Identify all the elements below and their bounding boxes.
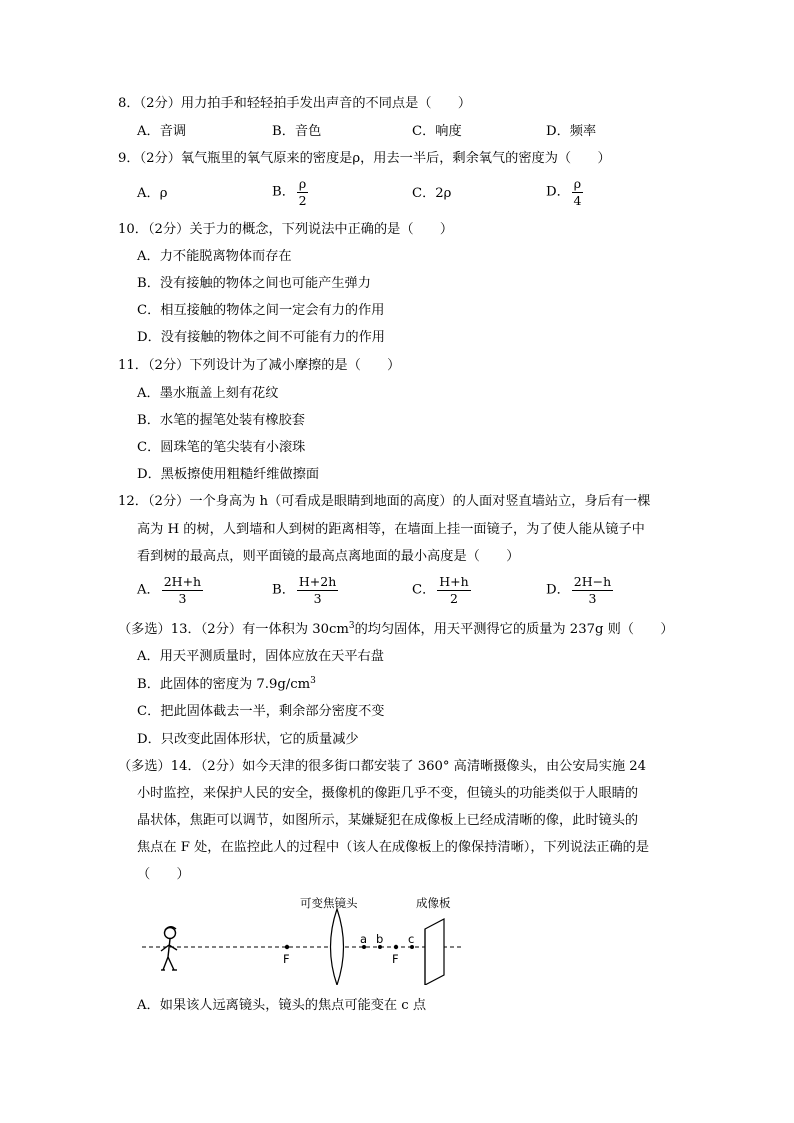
q9-option-a: A．ρ [137,186,168,201]
q12-option-b: B． $\frac{H+2h}{3}$ [272,574,337,606]
fraction-numerator: H+h [439,574,469,589]
q9-stem: 9．（2分）氧气瓶里的氧气原来的密度是ρ，用去一半后，剩余氧气的密度为（ ） [118,151,611,166]
fraction-denominator: 3 [588,591,597,606]
q12-option-c: C． $\frac{H+h}{2}$ [412,574,469,606]
lens-label: 可变焦镜头 [300,896,358,910]
fraction-denominator: 4 [573,193,582,208]
fraction-denominator: 3 [313,591,322,606]
q8-stem: 8．（2分）用力拍手和轻轻拍手发出声音的不同点是（ ） [118,96,472,111]
fraction-numerator: ρ [573,176,582,191]
q11-option-b: B．水笔的握笔处装有橡胶套 [137,413,305,428]
q14-line-2: 小时监控，来保护人民的安全，摄像机的像距几乎不变，但镜头的功能类似于人眼睛的 [137,786,639,801]
q11-stem: 11．（2分）下列设计为了减小摩擦的是（ ） [118,358,401,373]
q14-line-1: （多选）14．（2分）如今天津的很多街口都安装了 360° 高清晰摄像头，由公安局实施 24 [118,759,647,774]
q8-option-d: D．频率 [546,124,597,139]
fraction-numerator: 2H+h [163,574,202,589]
q9-option-b-fraction [297,176,308,209]
fraction-numerator: ρ [298,176,307,191]
q13-option-d: D．只改变此固体形状，它的质量减少 [137,732,359,747]
point-a-label: a [360,932,368,946]
fraction-denominator: 2 [298,193,307,208]
q10-option-c: C．相互接触的物体之间一定会有力的作用 [137,303,385,318]
focal-label-right: F [392,952,399,966]
screen-label: 成像板 [416,896,451,910]
q14-line-4: 焦点在 F 处，在监控此人的过程中（该人在成像板上的像保持清晰），下列说法正确的是 [137,840,650,855]
person-icon [161,927,177,970]
q14-line-5: （ ） [137,867,190,882]
convex-lens [331,909,344,985]
focal-label-left: F [283,952,290,966]
q11-option-c: C．圆珠笔的笔尖装有小滚珠 [137,440,306,455]
fraction-numerator: 2H−h [573,574,612,589]
q12-line-2: 高为 H 的树，人到墙和人到树的距离相等，在墙面上挂一面镜子，为了使人能从镜子中 [137,522,645,537]
q14-line-3: 晶状体，焦距可以调节，如图所示，某嫌疑犯在成像板上已经成清晰的像，此时镜头的 [137,813,639,828]
imaging-screen [425,919,444,985]
q8-option-b: B．音色 [272,124,322,139]
q8-option-a: A．音调 [137,124,187,139]
q11-option-d: D．黑板擦使用粗糙纤维做擦面 [137,467,320,482]
q9-option-c: C．2ρ [412,186,452,201]
point-b-label: b [376,932,384,946]
q9-option-d-fraction [572,176,583,209]
point-c-label: c [408,932,415,946]
q13-option-a: A．用天平测质量时，固体应放在天平右盘 [137,649,384,664]
q14-option-a: A．如果该人远离镜头，镜头的焦点可能变在 c 点 [137,998,427,1013]
fraction-denominator: 3 [178,591,187,606]
focal-point-left [285,945,289,949]
focal-point-right [394,945,398,949]
fraction-denominator: 2 [450,591,458,606]
q12-option-a: A． $\frac{2H+h}{3}$ [137,574,202,606]
q10-stem: 10．（2分）关于力的概念，下列说法中正确的是（ ） [118,222,454,237]
q10-option-d: D．没有接触的物体之间不可能有力的作用 [137,330,385,345]
q11-option-a: A．墨水瓶盖上刻有花纹 [137,386,279,401]
q9-option-d: D． $\frac{\rho}{4}$ [546,176,582,208]
q14-lens-diagram [140,895,470,985]
q12-line-1: 12．（2分）一个身高为 h（可看成是眼睛到地面的高度）的人面对竖直墙站立，身后有一棵 [118,494,651,509]
q8-option-c: C．响度 [412,124,462,139]
q9-option-b: B． $\frac{\rho}{2}$ [272,176,307,208]
q13-option-c: C．把此固体截去一半，剩余部分密度不变 [137,704,385,719]
q12-option-d: D． $\frac{2H-h}{3}$ [546,574,612,606]
fraction-numerator: H+2h [298,574,337,589]
q10-option-b: B．没有接触的物体之间也可能产生弹力 [137,276,371,291]
q12-line-3: 看到树的最高点，则平面镜的最高点离地面的最小高度是（ ） [137,549,520,564]
q13-option-b: B．此固体的密度为 $7.9g/cm^3$ [137,676,316,692]
q13-stem: （多选）13．（2分）有一体积为 $30cm^3$的均匀固体，用天平测得它的质量为 237g 则（ ） [118,621,674,637]
q10-option-a: A．力不能脱离物体而存在 [137,249,292,264]
